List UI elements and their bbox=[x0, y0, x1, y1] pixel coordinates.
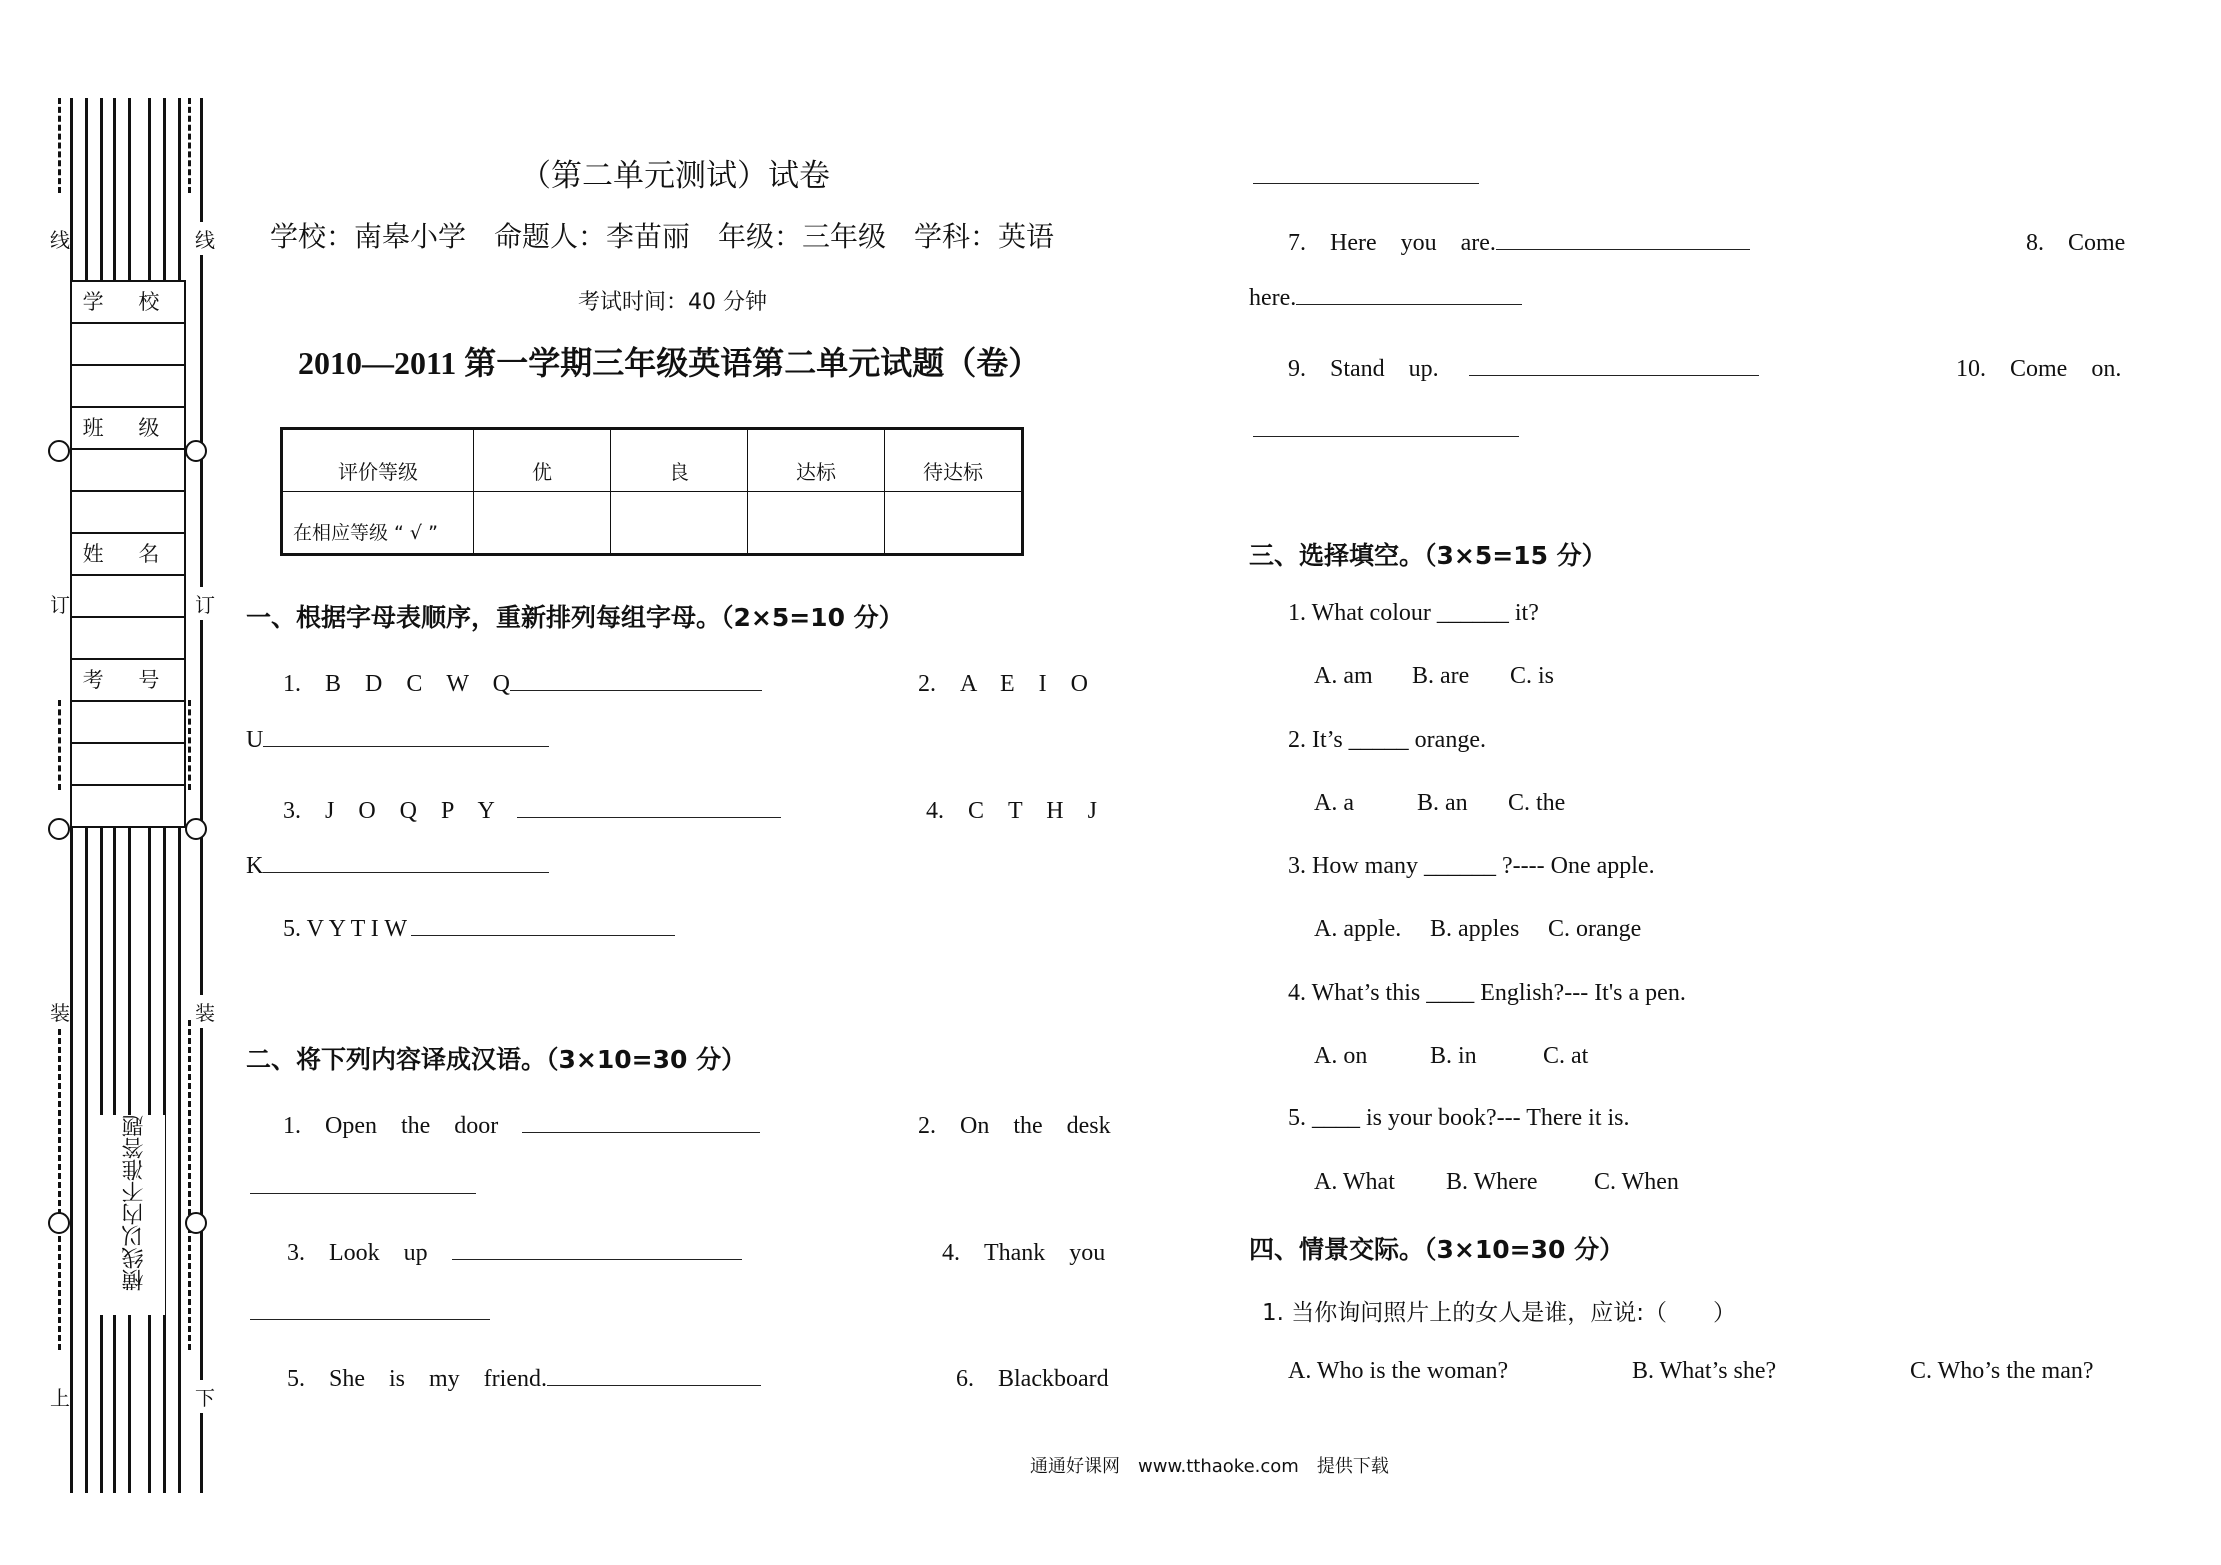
s1-q2-tail-letter: U bbox=[246, 727, 264, 753]
s3-q3-opt-a[interactable]: A. apple. bbox=[1314, 916, 1402, 942]
binding-hole bbox=[185, 818, 207, 840]
s3-q1-opt-a[interactable]: A. am bbox=[1314, 663, 1373, 689]
s1-q5 bbox=[283, 916, 675, 943]
s4-q1-opt-a[interactable]: A. Who is the woman? bbox=[1288, 1358, 1509, 1384]
section1-heading: 一、根据字母表顺序，重新排列每组字母。（2×5=10 分） bbox=[246, 603, 904, 632]
answer-line[interactable] bbox=[250, 1192, 476, 1194]
s1-q1 bbox=[283, 663, 762, 698]
s4-q1: 1. 当你询问照片上的女人是谁，应说:（ ） bbox=[1262, 1300, 1737, 1326]
exam-info-line: 学校：南皋小学 命题人：李苗丽 年级：三年级 学科：英语 bbox=[270, 220, 1055, 253]
grade-table bbox=[280, 427, 1024, 556]
exam-time: 考试时间：40 分钟 bbox=[578, 290, 767, 315]
s4-q1-opt-b[interactable]: B. What’s she? bbox=[1632, 1358, 1777, 1384]
binding-char: 装 bbox=[195, 995, 215, 1028]
answer-line[interactable] bbox=[522, 1131, 760, 1133]
s1-q5-letters: 5. V Y T I W bbox=[283, 916, 408, 942]
answer-line[interactable] bbox=[517, 816, 781, 818]
s3-q5: 5. ____ is your book?--- There it is. bbox=[1288, 1105, 1630, 1131]
s2-q5 bbox=[287, 1358, 761, 1393]
binding-hole bbox=[185, 1212, 207, 1234]
binding-char: 线 bbox=[50, 222, 70, 255]
grade-mark-label: 在相应等级 “ √ ” bbox=[282, 492, 474, 555]
s1-q4-tail bbox=[246, 853, 549, 880]
grade-good: 良 bbox=[611, 429, 748, 492]
answer-line[interactable] bbox=[1496, 248, 1750, 250]
section2-heading: 二、将下列内容译成汉语。（3×10=30 分） bbox=[246, 1045, 747, 1074]
info-field[interactable] bbox=[72, 492, 184, 534]
section4-heading: 四、情景交际。（3×10=30 分） bbox=[1249, 1235, 1625, 1264]
grade-needs-work: 待达标 bbox=[885, 429, 1023, 492]
s4-q1-opt-c[interactable]: C. Who’s the man? bbox=[1910, 1358, 2094, 1384]
s2-q7 bbox=[1288, 222, 1750, 257]
s1-q2: 2. A E I O bbox=[918, 671, 1088, 697]
s3-q4-opt-c[interactable]: C. at bbox=[1543, 1043, 1589, 1069]
answer-line[interactable] bbox=[1296, 303, 1522, 305]
binding-char: 订 bbox=[195, 587, 215, 620]
answer-line[interactable] bbox=[1253, 435, 1519, 437]
answer-line[interactable] bbox=[263, 871, 549, 873]
s3-q2-opt-c[interactable]: C. the bbox=[1508, 790, 1566, 816]
binding-char: 线 bbox=[195, 222, 215, 255]
s1-q4-tail-letter: K bbox=[246, 853, 264, 879]
grade-mark-cell[interactable] bbox=[885, 492, 1023, 555]
binding-hole bbox=[185, 440, 207, 462]
s2-q8-tail-text: here. bbox=[1249, 285, 1297, 311]
s2-q10: 10. Come on. bbox=[1956, 356, 2122, 382]
info-field[interactable] bbox=[72, 324, 184, 366]
s2-q3 bbox=[287, 1232, 742, 1267]
info-field[interactable] bbox=[72, 702, 184, 744]
s1-q4: 4. C T H J bbox=[926, 798, 1097, 824]
s3-q4: 4. What’s this ____ English?--- It's a pen. bbox=[1288, 980, 1686, 1006]
s3-q1-opt-b[interactable]: B. are bbox=[1412, 663, 1470, 689]
s2-q1-text: 1. Open the door bbox=[283, 1113, 499, 1139]
binding-hole bbox=[48, 818, 70, 840]
binding-char: 下 bbox=[195, 1380, 215, 1413]
s3-q2-opt-b[interactable]: B. an bbox=[1417, 790, 1468, 816]
answer-line[interactable] bbox=[411, 934, 675, 936]
s2-q5-text: 5. She is my friend. bbox=[287, 1366, 547, 1392]
info-field[interactable] bbox=[72, 576, 184, 618]
answer-line[interactable] bbox=[250, 1318, 490, 1320]
student-info-box bbox=[70, 280, 186, 828]
s3-q3-opt-b[interactable]: B. apples bbox=[1430, 916, 1520, 942]
s1-q3-letters: 3. J O Q P Y bbox=[283, 798, 495, 824]
s2-q3-text: 3. Look up bbox=[287, 1240, 428, 1266]
s3-q5-opt-a[interactable]: A. What bbox=[1314, 1169, 1395, 1195]
grade-mark-cell[interactable] bbox=[474, 492, 611, 555]
s1-q3 bbox=[283, 790, 781, 825]
info-field[interactable] bbox=[72, 618, 184, 660]
binding-hole bbox=[48, 440, 70, 462]
s2-q7-text: 7. Here you are. bbox=[1288, 230, 1496, 256]
s2-q2: 2. On the desk bbox=[918, 1113, 1111, 1139]
s3-q5-opt-b[interactable]: B. Where bbox=[1446, 1169, 1538, 1195]
s3-q3-opt-c[interactable]: C. orange bbox=[1548, 916, 1642, 942]
info-field[interactable] bbox=[72, 744, 184, 786]
exam-subtitle: （第二单元测试）试卷 bbox=[520, 158, 830, 194]
s2-q6: 6. Blackboard bbox=[956, 1366, 1109, 1392]
section3-heading: 三、选择填空。（3×5=15 分） bbox=[1249, 541, 1607, 570]
s3-q2-opt-a[interactable]: A. a bbox=[1314, 790, 1354, 816]
s2-q8: 8. Come bbox=[2026, 230, 2126, 256]
s3-q1: 1. What colour ______ it? bbox=[1288, 600, 1539, 626]
s3-q5-opt-c[interactable]: C. When bbox=[1594, 1169, 1679, 1195]
info-field[interactable] bbox=[72, 450, 184, 492]
binding-char: 订 bbox=[50, 587, 70, 620]
grade-excellent: 优 bbox=[474, 429, 611, 492]
footer-source: 通通好课网 www.tthaoke.com 提供下载 bbox=[1030, 1456, 1389, 1477]
grade-pass: 达标 bbox=[748, 429, 885, 492]
binding-hole bbox=[48, 1212, 70, 1234]
binding-char: 上 bbox=[50, 1380, 70, 1413]
answer-line[interactable] bbox=[1253, 182, 1479, 184]
s2-q9-text: 9. Stand up. bbox=[1288, 356, 1439, 382]
info-label-school: 学 校 bbox=[72, 282, 184, 324]
s3-q2: 2. It’s _____ orange. bbox=[1288, 727, 1486, 753]
grade-header-label: 评价等级 bbox=[282, 429, 474, 492]
s2-q1 bbox=[283, 1105, 760, 1140]
info-label-name: 姓 名 bbox=[72, 534, 184, 576]
answer-line[interactable] bbox=[452, 1258, 742, 1260]
s3-q4-opt-b[interactable]: B. in bbox=[1430, 1043, 1477, 1069]
s3-q1-opt-c[interactable]: C. is bbox=[1510, 663, 1555, 689]
s1-q1-letters: 1. B D C W Q bbox=[283, 671, 510, 697]
s1-q2-tail bbox=[246, 727, 549, 754]
s3-q3: 3. How many ______ ?---- One apple. bbox=[1288, 853, 1655, 879]
info-label-class: 班 级 bbox=[72, 408, 184, 450]
no-answer-note: 横线以内不准答题 bbox=[95, 1115, 165, 1315]
answer-line[interactable] bbox=[510, 689, 762, 691]
info-field[interactable] bbox=[72, 366, 184, 408]
s2-q8-tail bbox=[1249, 285, 1522, 312]
exam-title: 2010—2011 第一学期三年级英语第二单元试题（卷） bbox=[298, 345, 1041, 381]
answer-line[interactable] bbox=[547, 1384, 761, 1386]
grade-mark-cell[interactable] bbox=[611, 492, 748, 555]
info-label-exam-number: 考 号 bbox=[72, 660, 184, 702]
info-field[interactable] bbox=[72, 786, 184, 828]
answer-line[interactable] bbox=[1469, 374, 1759, 376]
s2-q9 bbox=[1288, 348, 1759, 383]
binding-char: 装 bbox=[50, 995, 70, 1028]
grade-mark-cell[interactable] bbox=[748, 492, 885, 555]
answer-line[interactable] bbox=[263, 745, 549, 747]
s3-q4-opt-a[interactable]: A. on bbox=[1314, 1043, 1368, 1069]
s2-q4: 4. Thank you bbox=[942, 1240, 1106, 1266]
